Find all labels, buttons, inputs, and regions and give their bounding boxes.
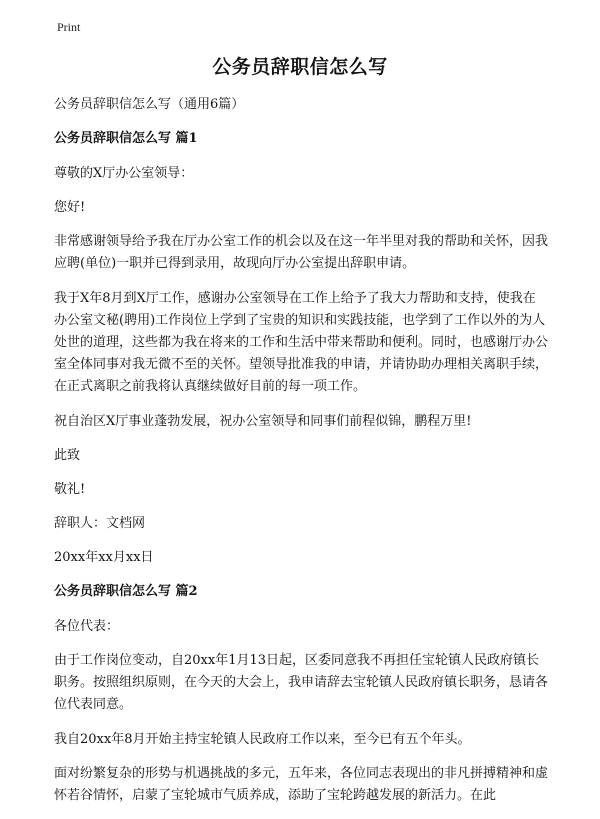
paragraph: 我于X年8月到X厅工作，感谢办公室领导在工作上给予了我大力帮助和支持，使我在办公室文秘(聘用)工作岗位上学到了宝贵的知识和实践技能，也学到了工作以外的为人处世的道理，这些都为我在将来的工作和生活中带来帮助和便利。同时，也感谢厅办公室全体同事对我无微不至的关怀。望领导批准我的申请，并请协助办理相关离职手续，在正式离职之前我将认真继续做好目前的每一项工作。 <box>54 291 549 394</box>
closing-line: 此致 <box>54 448 81 463</box>
section-heading-1: 公务员辞职信怎么写 篇1 <box>54 131 198 146</box>
date: 20xx年xx月xx日 <box>54 550 154 565</box>
greeting: 您好! <box>54 200 86 215</box>
intro-line: 公务员辞职信怎么写（通用6篇） <box>54 97 245 112</box>
paragraph: 祝自治区X厅事业蓬勃发展，祝办公室领导和同事们前程似锦，鹏程万里! <box>54 414 472 429</box>
section-heading-2: 公务员辞职信怎么写 篇2 <box>54 584 198 599</box>
signer: 辞职人：文档网 <box>54 516 146 531</box>
paragraph: 我自20xx年8月开始主持宝轮镇人民政府工作以来，至今已有五个年头。 <box>54 732 471 747</box>
page-title: 公务员辞职信怎么写 <box>212 56 388 78</box>
salutation: 尊敬的X厅办公室领导： <box>54 166 194 181</box>
print-link[interactable]: Print <box>57 20 81 34</box>
document-body <box>54 94 548 819</box>
paragraph: 面对纷繁复杂的形势与机遇挑战的多元，五年来，各位同志表现出的非凡拼搏精神和虚怀若谷情怀，启蒙了宝轮城市气质养成，添助了宝轮跨越发展的新活力。在此 <box>54 766 549 803</box>
paragraph: 由于工作岗位变动，自20xx年1月13日起，区委同意我不再担任宝轮镇人民政府镇长职务。按照组织原则，在今天的大会上，我申请辞去宝轮镇人民政府镇长职务，恳请各位代表同意。 <box>54 653 549 712</box>
salutation: 各位代表： <box>54 619 120 634</box>
closing-line: 敬礼! <box>54 482 86 497</box>
paragraph: 非常感谢领导给予我在厅办公室工作的机会以及在这一年半里对我的帮助和关怀，因我应聘(单位)一职并已得到录用，故现向厅办公室提出辞职申请。 <box>54 234 549 271</box>
